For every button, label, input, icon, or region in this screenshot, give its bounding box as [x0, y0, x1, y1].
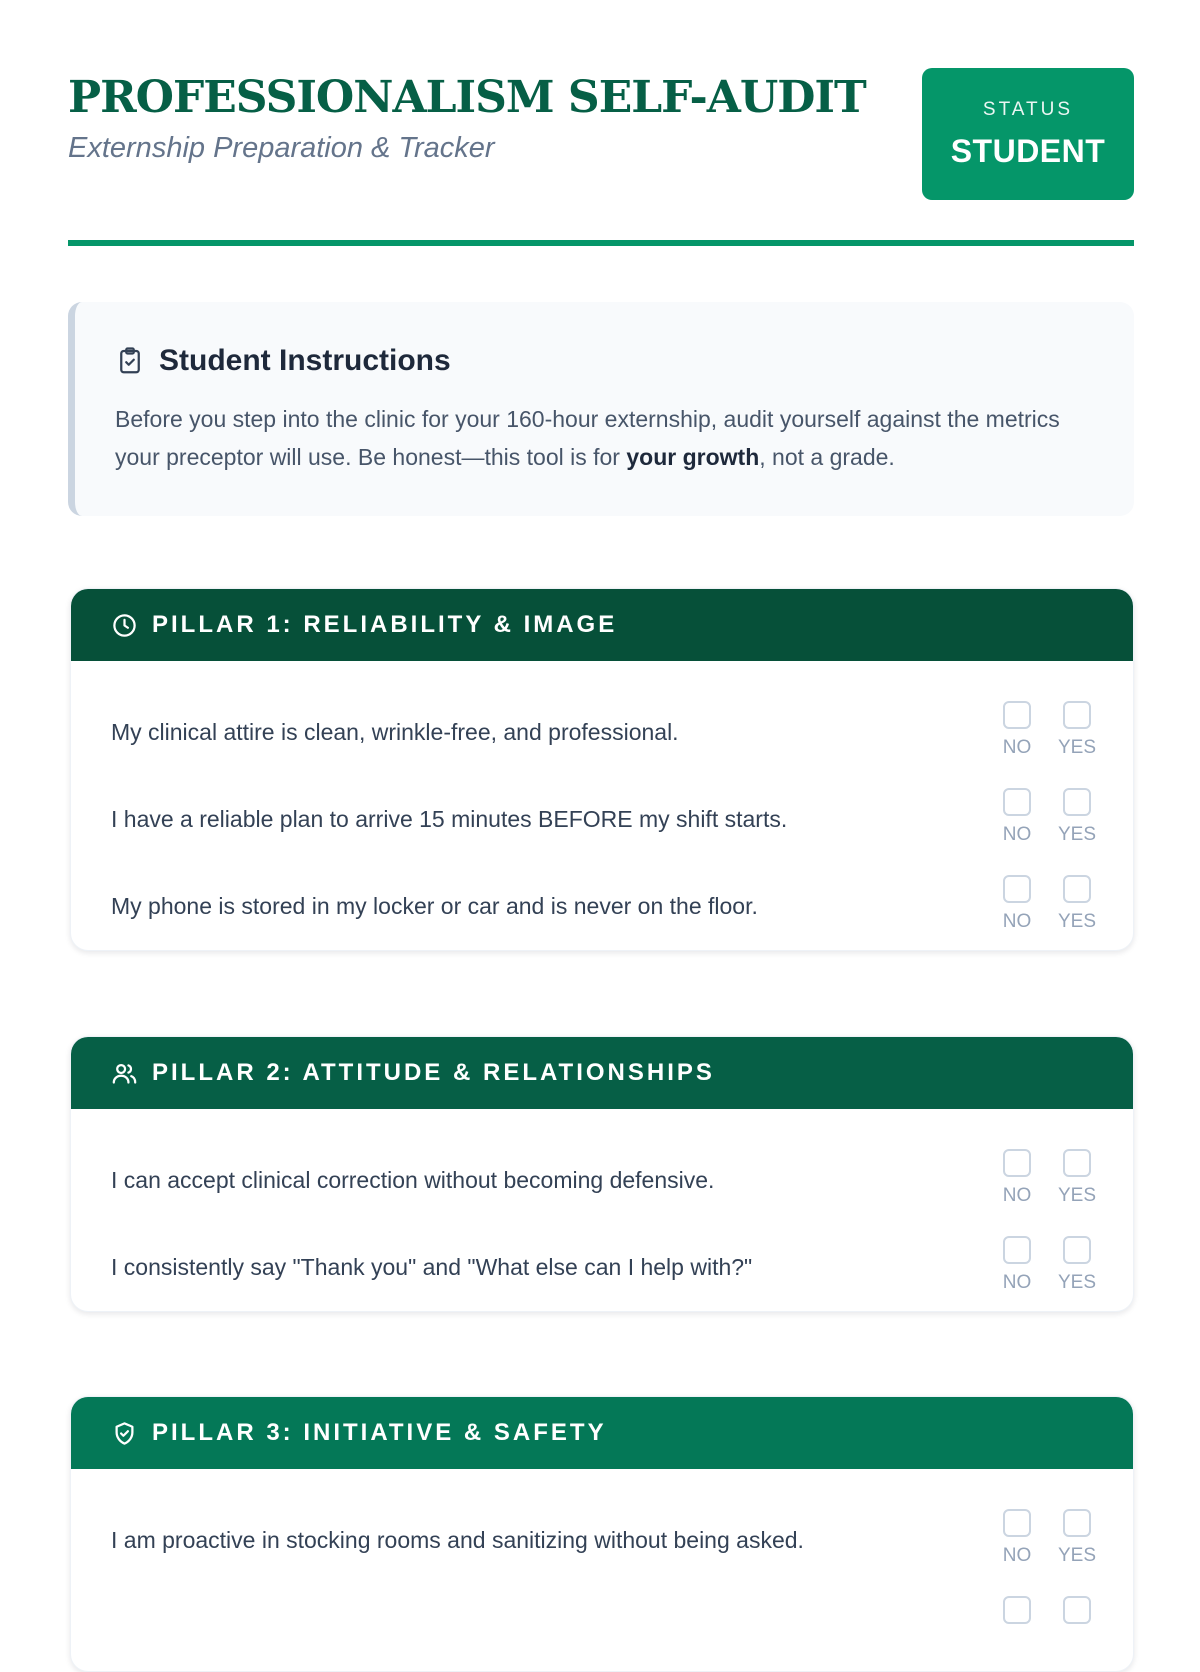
pillar-body-1	[71, 661, 1133, 950]
no-choice[interactable]	[997, 788, 1037, 846]
no-label: NO	[1002, 1272, 1032, 1293]
pillar-body-3	[71, 1469, 1133, 1671]
no-checkbox[interactable]	[1003, 1236, 1031, 1264]
no-choice[interactable]	[997, 1236, 1037, 1294]
audit-item-text: I have a reliable plan to arrive 15 minutes BEFORE my shift starts.	[111, 806, 788, 832]
yes-label: YES	[1057, 1545, 1097, 1566]
pillar-title-1: PILLAR 1: RELIABILITY & IMAGE	[152, 611, 618, 638]
answer-choices	[997, 1509, 1097, 1567]
header-divider	[68, 240, 1134, 246]
audit-item	[71, 863, 1133, 950]
instructions-panel	[68, 302, 1134, 516]
page-title: PROFESSIONALISM SELF-AUDIT	[68, 72, 866, 123]
clock-icon	[111, 612, 138, 639]
no-checkbox[interactable]	[1003, 788, 1031, 816]
page-header	[68, 0, 1134, 250]
answer-choices	[997, 1236, 1097, 1294]
no-checkbox[interactable]	[1003, 1596, 1031, 1624]
audit-item	[71, 689, 1133, 776]
no-checkbox[interactable]	[1003, 875, 1031, 903]
shield-check-icon	[111, 1420, 138, 1447]
pillar-header-2	[71, 1037, 1133, 1109]
status-value: STUDENT	[950, 132, 1106, 169]
no-checkbox[interactable]	[1003, 701, 1031, 729]
yes-checkbox[interactable]	[1063, 788, 1091, 816]
yes-checkbox[interactable]	[1063, 1149, 1091, 1177]
pillar-title-3: PILLAR 3: INITIATIVE & SAFETY	[152, 1419, 607, 1446]
no-choice[interactable]	[997, 1149, 1037, 1207]
clipboard-check-icon	[115, 346, 145, 376]
no-label: NO	[1002, 1545, 1032, 1566]
pillar-body-2	[71, 1109, 1133, 1311]
yes-label: YES	[1057, 1272, 1097, 1293]
answer-choices	[997, 788, 1097, 846]
pillar-card-1	[70, 588, 1134, 951]
no-choice[interactable]	[997, 701, 1037, 759]
audit-item	[71, 776, 1133, 863]
instructions-text-part: Before you step into the clinic for your 160-hour externship, audit yourself against the metrics your preceptor will use. Be honest—this tool is for	[115, 406, 1060, 470]
users-icon	[111, 1060, 138, 1087]
yes-choice[interactable]	[1057, 875, 1097, 933]
status-badge	[922, 68, 1134, 200]
pillar-header-3	[71, 1397, 1133, 1469]
instructions-title: Student Instructions	[159, 344, 451, 377]
yes-checkbox[interactable]	[1063, 701, 1091, 729]
no-checkbox[interactable]	[1003, 1149, 1031, 1177]
audit-item-text: I am proactive in stocking rooms and sanitizing without being asked.	[111, 1527, 804, 1553]
no-label: NO	[1002, 824, 1032, 845]
answer-choices	[997, 1596, 1097, 1624]
audit-item-text: I can accept clinical correction without becoming defensive.	[111, 1167, 715, 1193]
yes-choice[interactable]	[1057, 701, 1097, 759]
pillar-title-2: PILLAR 2: ATTITUDE & RELATIONSHIPS	[152, 1059, 715, 1086]
pillar-card-3	[70, 1396, 1134, 1672]
instructions-text-end: , not a grade.	[759, 444, 895, 470]
answer-choices	[997, 875, 1097, 933]
yes-checkbox[interactable]	[1063, 875, 1091, 903]
yes-checkbox[interactable]	[1063, 1509, 1091, 1537]
self-audit-page	[68, 0, 1134, 1566]
audit-item-text: I consistently say "Thank you" and "What else can I help with?"	[111, 1254, 753, 1280]
page-subtitle: Externship Preparation & Tracker	[68, 132, 495, 164]
no-label: NO	[1002, 737, 1032, 758]
yes-choice[interactable]	[1057, 1149, 1097, 1207]
yes-label: YES	[1057, 911, 1097, 932]
no-checkbox[interactable]	[1003, 1509, 1031, 1537]
yes-checkbox[interactable]	[1063, 1236, 1091, 1264]
instructions-text	[115, 400, 1090, 476]
yes-label: YES	[1057, 824, 1097, 845]
no-label: NO	[1002, 911, 1032, 932]
instructions-emphasis: your growth	[626, 444, 760, 470]
audit-item	[71, 1224, 1133, 1311]
audit-item	[71, 1137, 1133, 1224]
pillar-header-1	[71, 589, 1133, 661]
no-choice[interactable]	[997, 1509, 1037, 1567]
audit-item	[71, 1497, 1133, 1584]
pillar-card-2	[70, 1036, 1134, 1312]
no-choice[interactable]	[997, 875, 1037, 933]
no-label: NO	[1002, 1185, 1032, 1206]
audit-item-partial	[71, 1584, 1133, 1671]
yes-choice[interactable]	[1057, 1236, 1097, 1294]
yes-label: YES	[1057, 1185, 1097, 1206]
audit-item-text: My phone is stored in my locker or car and is never on the floor.	[111, 893, 758, 919]
no-choice[interactable]	[997, 1596, 1037, 1624]
yes-choice[interactable]	[1057, 1509, 1097, 1567]
audit-item-text: My clinical attire is clean, wrinkle-free, and professional.	[111, 719, 679, 745]
yes-choice[interactable]	[1057, 1596, 1097, 1624]
answer-choices	[997, 701, 1097, 759]
yes-label: YES	[1057, 737, 1097, 758]
yes-choice[interactable]	[1057, 788, 1097, 846]
answer-choices	[997, 1149, 1097, 1207]
yes-checkbox[interactable]	[1063, 1596, 1091, 1624]
status-label: STATUS	[982, 98, 1074, 120]
